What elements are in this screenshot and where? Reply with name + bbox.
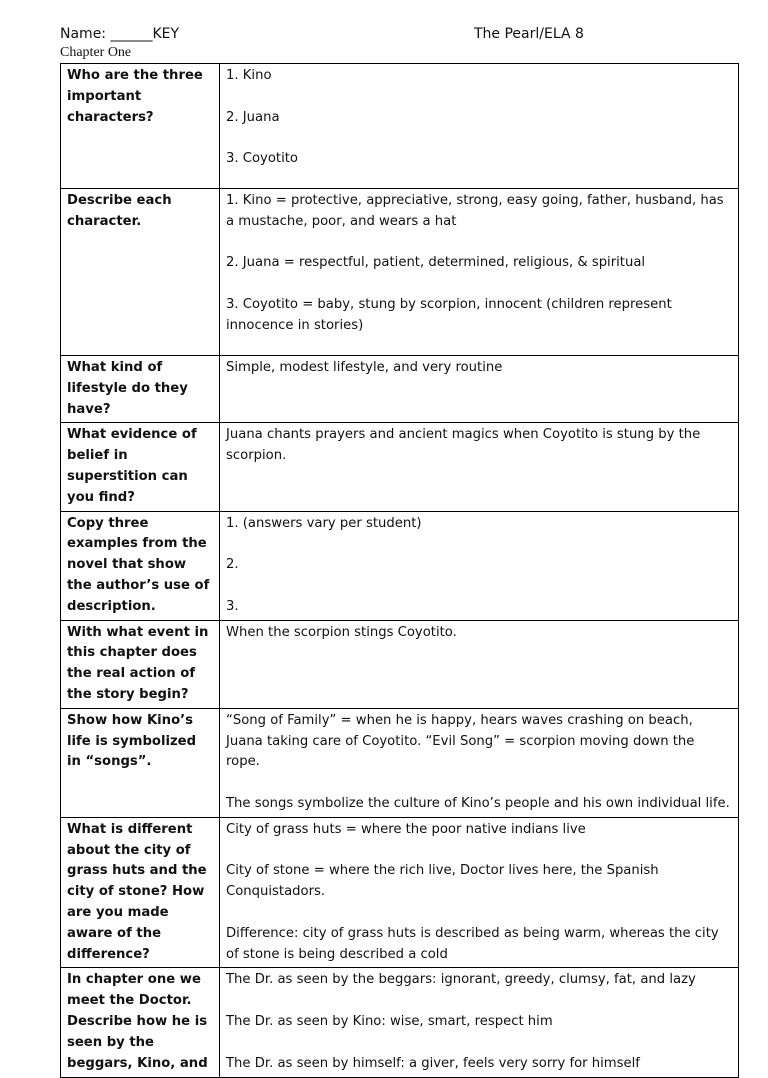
answer-line: 1. Kino — [226, 68, 272, 83]
question-table — [60, 63, 739, 1078]
table-row — [61, 620, 739, 708]
course-title: The Pearl/ELA 8 — [474, 26, 584, 42]
answer-line: 1. Kino = protective, appreciative, strong, easy going, father, husband, has a mustache, poor, and wears a hat — [226, 193, 724, 229]
question-cell: With what event in this chapter does the real action of the story begin? — [61, 620, 220, 708]
answer-cell — [220, 64, 739, 189]
answer-line: The Dr. as seen by Kino: wise, smart, respect him — [226, 1013, 553, 1029]
chapter-label: Chapter One — [60, 45, 132, 60]
question-cell: What kind of lifestyle do they have? — [61, 356, 220, 423]
answer-line: Difference: city of grass huts is described as being warm, whereas the city of stone is being described a cold — [226, 925, 719, 962]
question-cell: Describe each character. — [61, 189, 220, 356]
question-cell: Who are the three important characters? — [61, 64, 220, 189]
table-row — [61, 64, 739, 189]
answer-line: 1. (answers vary per student) — [226, 515, 422, 531]
answer-line: When the scorpion stings Coyotito. — [226, 624, 457, 640]
answer-line: Juana chants prayers and ancient magics when Coyotito is stung by the scorpion. — [226, 427, 701, 464]
answer-line: Simple, modest lifestyle, and very routine — [226, 360, 503, 375]
answer-line: 2. Juana = respectful, patient, determined, religious, & spiritual — [226, 255, 646, 271]
answer-line: 2. — [226, 557, 239, 573]
answer-cell — [220, 423, 739, 511]
question-cell: Copy three examples from the novel that show the author’s use of description. — [61, 511, 220, 620]
answer-line: 3. Coyotito = baby, stung by scorpion, innocent (children represent innocence in stories) — [226, 296, 672, 333]
answer-cell — [220, 620, 739, 708]
question-cell: In chapter one we meet the Doctor. Describe how he is seen by the beggars, Kino, and — [61, 968, 220, 1078]
question-cell: Show how Kino’s life is symbolized in “songs”. — [61, 708, 220, 817]
answer-line: City of grass huts = where the poor native indians live — [226, 821, 586, 837]
answer-line: The Dr. as seen by the beggars: ignorant, greedy, clumsy, fat, and lazy — [226, 972, 696, 988]
answer-cell — [220, 511, 739, 620]
table-row — [61, 356, 739, 423]
answer-line: 3. Coyotito — [226, 151, 298, 167]
answer-line: The Dr. as seen by himself: a giver, feels very sorry for himself — [226, 1055, 640, 1071]
answer-line: The songs symbolize the culture of Kino’s people and his own individual life. — [226, 795, 730, 811]
answer-cell — [220, 817, 739, 968]
question-cell: What is different about the city of grass huts and the city of stone? How are you made aware of the difference? — [61, 817, 220, 968]
answer-cell — [220, 708, 739, 817]
answer-line: City of stone = where the rich live, Doctor lives here, the Spanish Conquistadors. — [226, 863, 659, 900]
table-row — [61, 708, 739, 817]
name-line: Name: ______KEY — [60, 26, 180, 42]
answer-cell — [220, 189, 739, 356]
table-row — [61, 423, 739, 511]
answer-line: 2. Juana — [226, 109, 280, 125]
answer-cell — [220, 968, 739, 1078]
answer-line: “Song of Family” = when he is happy, hears waves crashing on beach, Juana taking care of Coyotito. “Evil Song” = scorpion moving down the rope. — [226, 712, 695, 770]
table-row — [61, 968, 739, 1078]
table-row — [61, 817, 739, 968]
answer-line: 3. — [226, 598, 239, 614]
question-cell: What evidence of belief in superstition can you find? — [61, 423, 220, 511]
answer-cell — [220, 356, 739, 423]
table-row — [61, 511, 739, 620]
table-row — [61, 189, 739, 356]
